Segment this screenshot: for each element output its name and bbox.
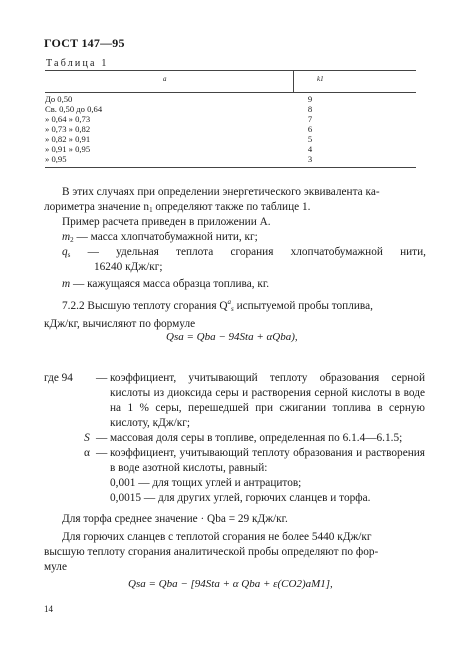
definition-text: — удельная теплота сгорания хлопчатобумажной нити, (70, 246, 426, 258)
paragraph-example: Пример расчета приведен в приложении А. (62, 216, 271, 228)
text-line: кДж/кг, вычисляют по формуле (44, 318, 196, 330)
table-row (45, 125, 416, 135)
table-row (45, 135, 416, 145)
symbol: m (62, 231, 71, 243)
alpha-value-text: 0,0015 — для других углей, горючих сланцев и торфа. (110, 492, 371, 504)
row-k: 5 (307, 134, 313, 144)
text-line: 7.2.2 Высшую теплоту сгорания Q (62, 300, 228, 312)
definition-text: — масса хлопчатобумажной нити, кг; (73, 231, 258, 243)
row-k: 8 (307, 104, 313, 114)
document-header: ГОСТ 147—95 (44, 36, 125, 50)
definition-qs-value: 16240 кДж/кг; (94, 261, 163, 273)
definition-text: — кажущаяся масса образца топлива, кг. (70, 278, 270, 290)
table-row (45, 145, 416, 155)
row-range: Св. 0,50 до 0,64 (45, 104, 103, 114)
subscript: 1 (149, 206, 153, 214)
row-k: 4 (307, 144, 313, 154)
column-header-k1: k1 (317, 75, 324, 83)
legend-symbol: α (84, 447, 90, 459)
row-k: 9 (307, 94, 313, 104)
definition-m (62, 277, 426, 292)
legend-item-94 (44, 371, 426, 431)
row-range: » 0,91 » 0,95 (45, 144, 91, 154)
table-top-rule (45, 70, 416, 71)
text-line: В этих случаях при определении энергетического эквивалента ка- (62, 186, 380, 198)
row-range: » 0,73 » 0,82 (45, 124, 91, 134)
page-number: 14 (44, 604, 53, 614)
table-row (45, 115, 416, 125)
table-header-rule (45, 92, 416, 93)
text-line: определяют также по таблице 1. (152, 201, 311, 213)
legend-symbol: S (84, 432, 90, 444)
row-range: » 0,95 (45, 154, 67, 164)
text-line: испытуемой пробы топлива, (233, 300, 373, 312)
formula-oil-shale: Qsa = Qba − [94Sta + α Qba + ε(CO2)aM1], (128, 578, 333, 590)
text-line: лориметра значение n (44, 201, 150, 213)
legend-dash: — (96, 447, 108, 459)
legend-item-alpha (44, 446, 426, 476)
legend-text: коэффициент, учитывающий теплоту образования серной кислоты из диоксида серы и растворения серной кислоты в воде на 1 % серы, перешедшей при сжигании топлива в серную кислоту, кДж/кг; (110, 372, 425, 429)
legend-dash: — (96, 372, 108, 384)
alpha-value-text: 0,001 — для тощих углей и антрацитов; (110, 477, 302, 489)
text-line: высшую теплоту сгорания аналитической пробы определяют по фор- (44, 546, 379, 558)
row-range: » 0,82 » 0,91 (45, 134, 91, 144)
row-range: До 0,50 (45, 94, 73, 104)
legend-text: коэффициент, учитывающий теплоту образования и растворения в воде азотной кислоты, равный: (110, 447, 425, 474)
subscript: s (67, 251, 71, 259)
subscript: s (231, 305, 234, 313)
paragraph-energy-equivalent (44, 185, 426, 218)
legend-item-S (44, 431, 426, 446)
symbol: m (62, 278, 71, 290)
symbol: q (62, 246, 68, 258)
section-7-2-2 (44, 295, 426, 332)
row-k: 7 (307, 114, 313, 124)
row-k: 3 (307, 154, 313, 164)
legend-text: массовая доля серы в топливе, определенная по 6.1.4—6.1.5; (110, 432, 403, 444)
subscript: 2 (70, 236, 74, 244)
table-title: Таблица 1 (46, 58, 109, 69)
formula-higher-heat: Qsa = Qba − 94Sta + αQba), (166, 331, 298, 343)
text-line: муле (44, 561, 67, 573)
legend-symbol: где 94 (44, 372, 73, 384)
legend-dash: — (96, 432, 108, 444)
row-range: » 0,64 » 0,73 (45, 114, 91, 124)
table-row (45, 105, 416, 115)
row-k: 6 (307, 124, 313, 134)
superscript: a (227, 298, 232, 306)
text-line: Для горючих сланцев с теплотой сгорания не более 5440 кДж/кг (62, 531, 372, 543)
table-column-divider (293, 70, 294, 92)
column-header-a: a (163, 75, 167, 83)
paragraph-peat: Для торфа среднее значение · Qba = 29 кДж/кг. (62, 513, 288, 525)
paragraph-oil-shale (44, 530, 426, 575)
table-row (45, 155, 416, 165)
table-bottom-rule (45, 167, 416, 168)
